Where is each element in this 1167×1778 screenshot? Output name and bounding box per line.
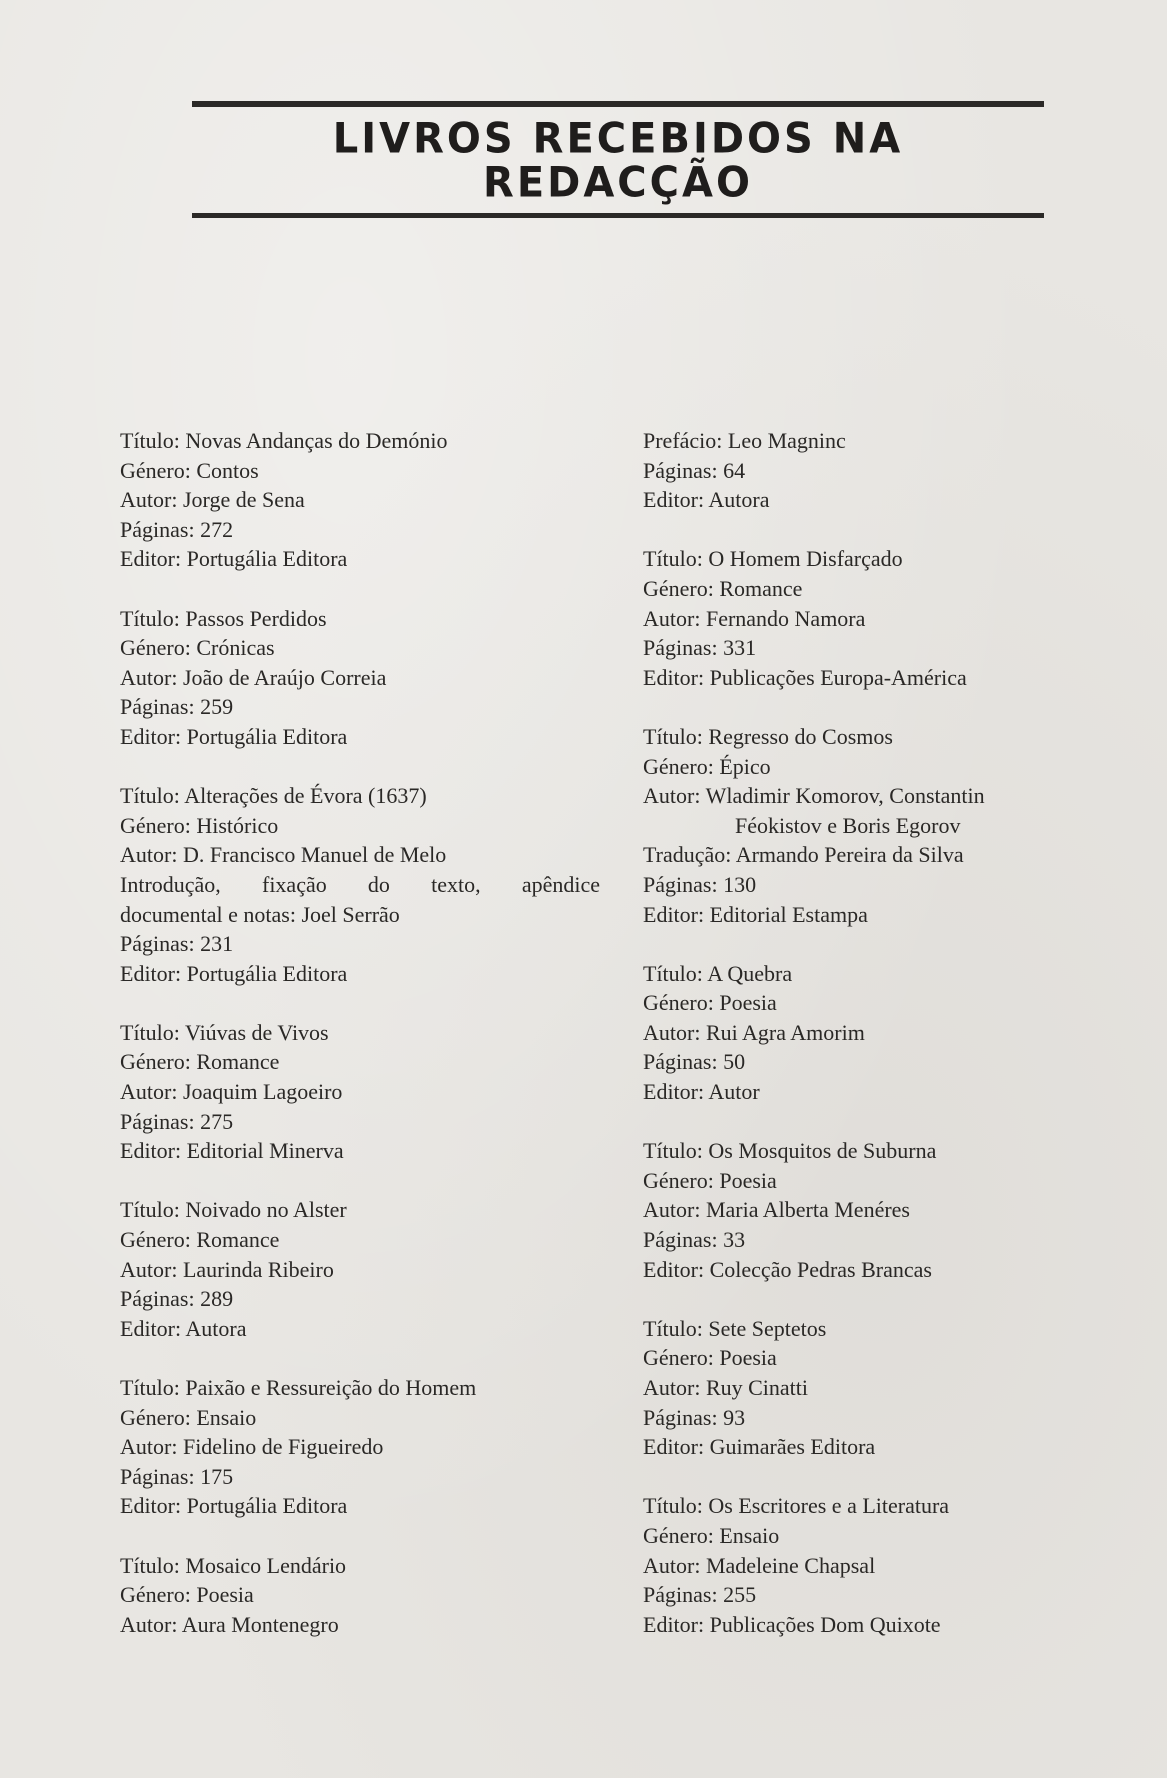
field-value: Crónicas [196, 635, 275, 661]
field-value: Épico [719, 753, 771, 779]
entry-line [120, 604, 600, 634]
field-label: Título: [120, 428, 180, 453]
field-value: Paixão e Ressureição do Homem [185, 1375, 477, 1400]
field-value: Maria Alberta Menéres [705, 1197, 910, 1223]
field-value: Passos Perdidos [185, 605, 327, 631]
field-label: Autor: [120, 1611, 178, 1637]
entry-line [120, 1610, 600, 1640]
entry-line [120, 840, 600, 870]
entry-line [643, 663, 1123, 693]
field-label: Editor: [120, 1493, 182, 1519]
entry-line [643, 840, 1123, 870]
book-entry [120, 604, 600, 752]
header-bottom-rule [192, 213, 1044, 218]
field-label: Editor: [120, 960, 182, 986]
field-label: Editor: [643, 1434, 705, 1460]
field-value: Joel Serrão [301, 901, 400, 927]
entry-line [120, 870, 600, 900]
field-label: Páginas: [643, 1582, 718, 1608]
entry-line [643, 900, 1123, 930]
entry-line [643, 1047, 1123, 1077]
entry-line [120, 1136, 600, 1166]
field-label: Editor: [643, 1079, 705, 1105]
book-entry [643, 959, 1123, 1107]
field-value: Os Mosquitos de Suburna [708, 1138, 937, 1164]
page-header [192, 101, 1044, 218]
field-value: Autora [185, 1315, 247, 1341]
field-value: 259 [200, 694, 234, 720]
field-label: Páginas: [120, 694, 195, 720]
field-value: 275 [200, 1108, 234, 1134]
field-value: A Quebra [707, 960, 793, 986]
field-value: Aura Montenegro [181, 1611, 339, 1637]
entry-line [120, 1580, 600, 1610]
field-label: Género: [643, 575, 714, 601]
field-label: documental e notas: [120, 901, 296, 927]
entry-line [120, 1195, 600, 1225]
entry-line [643, 1018, 1123, 1048]
field-label: Autor: [120, 1256, 178, 1282]
field-value: Armando Pereira da Silva [735, 842, 964, 868]
entry-line [643, 604, 1123, 634]
field-label: Páginas: [643, 871, 718, 897]
entry-line [120, 959, 600, 989]
field-value: Romance [719, 575, 803, 601]
entry-line [643, 1077, 1123, 1107]
entry-line [643, 752, 1123, 782]
field-label: Autor: [643, 1197, 701, 1223]
field-value: Portugália Editora [186, 1493, 348, 1519]
field-label: Autor: [643, 783, 701, 809]
field-label: Título: [120, 1552, 180, 1578]
field-label: Páginas: [643, 457, 718, 483]
field-value: Os Escritores e a Literatura [708, 1493, 950, 1519]
entry-line [643, 1195, 1123, 1225]
field-value: Wladimir Komorov, Constantin [705, 783, 985, 809]
field-label: Tradução: [643, 842, 732, 868]
field-label: Autor: [643, 1375, 701, 1400]
field-value: Colecção Pedras Brancas [709, 1256, 932, 1282]
field-label: Género: [643, 1167, 714, 1193]
field-value: Poesia [196, 1582, 254, 1608]
field-value: 50 [723, 1049, 746, 1075]
field-value: Portugália Editora [186, 546, 348, 572]
field-value: Editorial Estampa [709, 901, 868, 927]
entry-line [120, 663, 600, 693]
entry-line [120, 1314, 600, 1344]
field-label: Editor: [120, 546, 182, 572]
field-label: Páginas: [120, 1286, 195, 1312]
field-label: Páginas: [120, 516, 195, 542]
field-value: Féokistov e Boris Egorov [735, 812, 961, 838]
field-value: 255 [723, 1582, 757, 1608]
field-value: 272 [200, 516, 234, 542]
entry-line [643, 1343, 1123, 1373]
entry-line [643, 781, 1123, 811]
field-label: Título: [643, 1493, 703, 1519]
entry-line [643, 485, 1123, 515]
field-value: Poesia [719, 1167, 777, 1193]
entry-line [643, 1491, 1123, 1521]
entry-line [120, 722, 600, 752]
entry-line [120, 544, 600, 574]
entry-line [120, 1018, 600, 1048]
page-title: LIVROS RECEBIDOS NA REDACÇÃO [332, 114, 904, 208]
field-label: Editor: [120, 1315, 182, 1341]
entry-line [120, 781, 600, 811]
field-label: Autor: [120, 1079, 178, 1105]
entry-line [643, 426, 1123, 456]
field-value: Sete Septetos [708, 1315, 827, 1341]
book-entry [120, 1551, 600, 1640]
entry-line [643, 633, 1123, 663]
right-column [643, 426, 1123, 1669]
field-label: Género: [643, 753, 714, 779]
field-value: Regresso do Cosmos [708, 723, 893, 749]
field-value: 331 [723, 635, 757, 661]
field-label: Páginas: [120, 931, 195, 957]
field-value: Histórico [196, 812, 279, 838]
book-entry [643, 1491, 1123, 1639]
entry-line [643, 988, 1123, 1018]
entry-line [643, 1225, 1123, 1255]
entry-line [643, 1610, 1123, 1640]
field-label: Título: [120, 1197, 180, 1223]
field-value: Portugália Editora [186, 723, 348, 749]
field-label: Editor: [643, 1256, 705, 1282]
field-label: Género: [120, 812, 191, 838]
field-label: Género: [643, 990, 714, 1016]
field-value: Mosaico Lendário [185, 1552, 347, 1578]
field-label: Género: [643, 1522, 714, 1548]
field-value: Rui Agra Amorim [705, 1019, 865, 1045]
book-entry [120, 426, 600, 574]
field-value: João de Araújo Correia [182, 664, 387, 690]
field-label: Título: [120, 1019, 180, 1045]
field-label: Autor: [120, 664, 178, 690]
field-value: Fidelino de Figueiredo [182, 1434, 384, 1460]
entry-line [120, 485, 600, 515]
field-label: Páginas: [120, 1108, 195, 1134]
field-label: Páginas: [643, 1227, 718, 1253]
field-value: 231 [200, 931, 234, 957]
entry-line [643, 1521, 1123, 1551]
field-value: Romance [196, 1227, 280, 1253]
field-label: Introdução, fixação do texto, apêndice [120, 871, 600, 897]
field-value: Fernando Namora [705, 605, 866, 631]
field-value: Publicações Europa-América [709, 664, 967, 690]
field-label: Género: [120, 1049, 191, 1075]
entry-line [120, 1373, 600, 1403]
entry-line [643, 456, 1123, 486]
field-label: Género: [120, 1227, 191, 1253]
field-label: Autor: [643, 605, 701, 631]
field-label: Editor: [643, 487, 705, 513]
field-label: Autor: [120, 842, 178, 868]
entry-line [120, 1284, 600, 1314]
entry-line [643, 811, 1123, 841]
field-value: 33 [723, 1227, 746, 1253]
entry-line [120, 1107, 600, 1137]
field-value: Ensaio [196, 1404, 257, 1430]
book-entry [120, 1373, 600, 1521]
entry-line [643, 1314, 1123, 1344]
field-value: Ensaio [719, 1522, 780, 1548]
field-label: Género: [120, 1582, 191, 1608]
entry-line [120, 1225, 600, 1255]
field-label: Título: [643, 1138, 703, 1164]
entry-line [643, 544, 1123, 574]
field-label: Título: [120, 783, 180, 809]
entry-line [120, 692, 600, 722]
field-label: Género: [120, 635, 191, 661]
entry-line [643, 1255, 1123, 1285]
field-value: Editorial Minerva [186, 1138, 344, 1164]
entry-line [120, 1403, 600, 1433]
field-label: Páginas: [120, 1463, 195, 1489]
field-value: 175 [200, 1463, 234, 1489]
field-value: Guimarães Editora [709, 1434, 876, 1460]
field-value: Noivado no Alster [185, 1197, 347, 1223]
field-value: Madeleine Chapsal [705, 1552, 876, 1578]
book-entry [120, 1018, 600, 1166]
field-label: Editor: [643, 901, 705, 927]
field-value: Novas Andanças do Demónio [185, 428, 448, 453]
entry-line [120, 426, 600, 456]
field-label: Páginas: [643, 635, 718, 661]
entry-line [643, 959, 1123, 989]
field-value: Autor [708, 1079, 760, 1105]
field-label: Título: [643, 546, 703, 572]
field-value: Viúvas de Vivos [185, 1019, 329, 1045]
field-label: Editor: [120, 1138, 182, 1164]
field-label: Autor: [643, 1019, 701, 1045]
entry-line [643, 722, 1123, 752]
field-value: Poesia [719, 1345, 777, 1371]
field-label: Título: [643, 723, 703, 749]
field-value: Laurinda Ribeiro [182, 1256, 334, 1282]
field-value: D. Francisco Manuel de Melo [182, 842, 447, 868]
field-value: Jorge de Sena [182, 487, 305, 513]
field-value: Contos [196, 457, 259, 483]
field-label: Título: [120, 605, 180, 631]
entry-line [643, 1580, 1123, 1610]
entry-line [120, 456, 600, 486]
book-entry [120, 781, 600, 988]
field-label: Páginas: [643, 1404, 718, 1430]
field-label: Autor: [120, 487, 178, 513]
entry-line [120, 900, 600, 930]
book-entry [643, 1136, 1123, 1284]
field-value: Publicações Dom Quixote [709, 1611, 941, 1637]
entry-line [643, 1403, 1123, 1433]
entry-line [643, 870, 1123, 900]
entry-line [120, 1047, 600, 1077]
field-label: Título: [120, 1375, 180, 1400]
entry-line [120, 1077, 600, 1107]
field-label: Género: [120, 1404, 191, 1430]
entry-line [120, 633, 600, 663]
book-entry [643, 1314, 1123, 1462]
entry-line [643, 1136, 1123, 1166]
field-value: Joaquim Lagoeiro [182, 1079, 343, 1105]
entry-line [643, 1166, 1123, 1196]
entry-line [120, 1491, 600, 1521]
entry-line [643, 1432, 1123, 1462]
entry-line [120, 1255, 600, 1285]
book-entry [643, 544, 1123, 692]
field-label: Título: [643, 1315, 703, 1341]
field-value: Portugália Editora [186, 960, 348, 986]
field-value: 64 [723, 457, 746, 483]
entry-line [120, 929, 600, 959]
field-value: 289 [200, 1286, 234, 1312]
field-label: Editor: [120, 723, 182, 749]
entry-line [643, 1551, 1123, 1581]
entry-line [643, 574, 1123, 604]
entry-line [120, 811, 600, 841]
field-label: Autor: [643, 1552, 701, 1578]
field-label: Género: [643, 1345, 714, 1371]
entry-line [120, 1551, 600, 1581]
field-value: 93 [723, 1404, 746, 1430]
field-label: Autor: [120, 1434, 178, 1460]
entry-line [120, 515, 600, 545]
field-value: 130 [723, 871, 757, 897]
entry-line [643, 1373, 1123, 1403]
field-value: Alterações de Évora (1637) [184, 783, 427, 809]
header-top-rule [192, 101, 1044, 107]
field-label: Editor: [643, 664, 705, 690]
field-value: Leo Magninc [727, 428, 846, 453]
field-label: Editor: [643, 1611, 705, 1637]
entry-line [120, 1462, 600, 1492]
book-entry [120, 1195, 600, 1343]
field-value: O Homem Disfarçado [708, 546, 903, 572]
field-value: Poesia [719, 990, 777, 1016]
left-column [120, 426, 600, 1669]
field-label: Título: [643, 960, 703, 986]
field-value: Ruy Cinatti [705, 1375, 809, 1400]
field-value: Autora [708, 487, 770, 513]
field-value: Romance [196, 1049, 280, 1075]
entry-line [120, 1432, 600, 1462]
field-label: Prefácio: [643, 428, 723, 453]
book-entry [643, 426, 1123, 515]
book-entry [643, 722, 1123, 929]
field-label: Páginas: [643, 1049, 718, 1075]
field-label: Género: [120, 457, 191, 483]
